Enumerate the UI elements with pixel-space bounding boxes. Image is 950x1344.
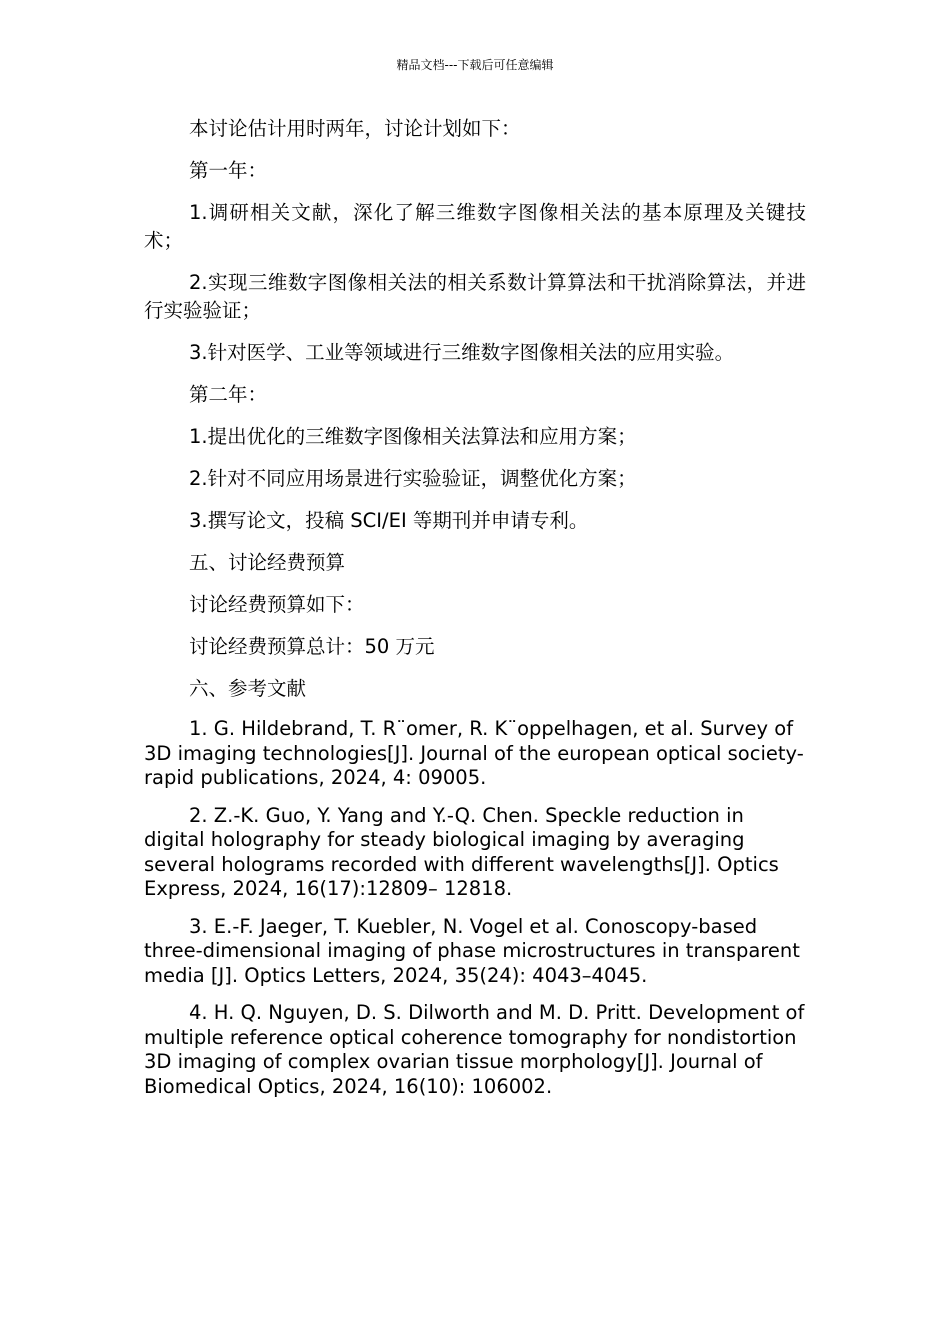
reference-item: 1. G. Hildebrand, T. R¨omer, R. K¨oppelhagen, et al. Survey of 3D imaging technologies[J]. Journal of the european optical society-rapid publications, 2024, 4: 09005. (144, 717, 804, 789)
year-two-item-1: 1.提出优化的三维数字图像相关法算法和应用方案； (189, 425, 637, 448)
budget-intro: 讨论经费预算如下： (189, 593, 365, 616)
plan-intro: 本讨论估计用时两年，讨论计划如下： (189, 117, 521, 140)
section-budget-heading: 五、讨论经费预算 (189, 551, 346, 574)
year-one-heading: 第一年： (189, 159, 268, 182)
page-header: 精品文档---下载后可任意编辑 (396, 58, 554, 72)
year-one-item-1: 1.调研相关文献，深化了解三维数字图像相关法的基本原理及关键技术； (144, 201, 806, 252)
document-body (144, 115, 806, 1099)
reference-item: 3. E.-F. Jaeger, T. Kuebler, N. Vogel et al. Conoscopy-based three-dimensional imaging of phase microstructures in transparent media [J]. Optics Letters, 2024, 35(24): 4043–4045. (144, 914, 800, 987)
year-one-item-2: 2.实现三维数字图像相关法的相关系数计算算法和干扰消除算法，并进行实验验证； (144, 271, 806, 322)
year-two-item-3: 3.撰写论文，投稿 SCI/EI 等期刊并申请专利。 (189, 509, 589, 532)
year-one-item-3: 3.针对医学、工业等领域进行三维数字图像相关法的应用实验。 (189, 341, 735, 364)
budget-total: 讨论经费预算总计：50 万元 (189, 635, 435, 658)
reference-item: 2. Z.-K. Guo, Y. Yang and Y.-Q. Chen. Speckle reduction in digital holography for steady biological imaging by averaging several holograms recorded with different wavelengths[J]. Optics Express, 2024, 16(17):12809– 12818. (144, 803, 779, 900)
year-two-item-2: 2.针对不同应用场景进行实验验证，调整优化方案； (189, 467, 637, 490)
section-references-heading: 六、参考文献 (189, 677, 307, 700)
reference-item: 4. H. Q. Nguyen, D. S. Dilworth and M. D. Pritt. Development of multiple reference optical coherence tomography for nondistortion 3D imaging of complex ovarian tissue morphology[J]. Journal of Biomedical Optics, 2024, 16(10): 106002. (144, 1001, 805, 1098)
year-two-heading: 第二年： (189, 383, 268, 406)
